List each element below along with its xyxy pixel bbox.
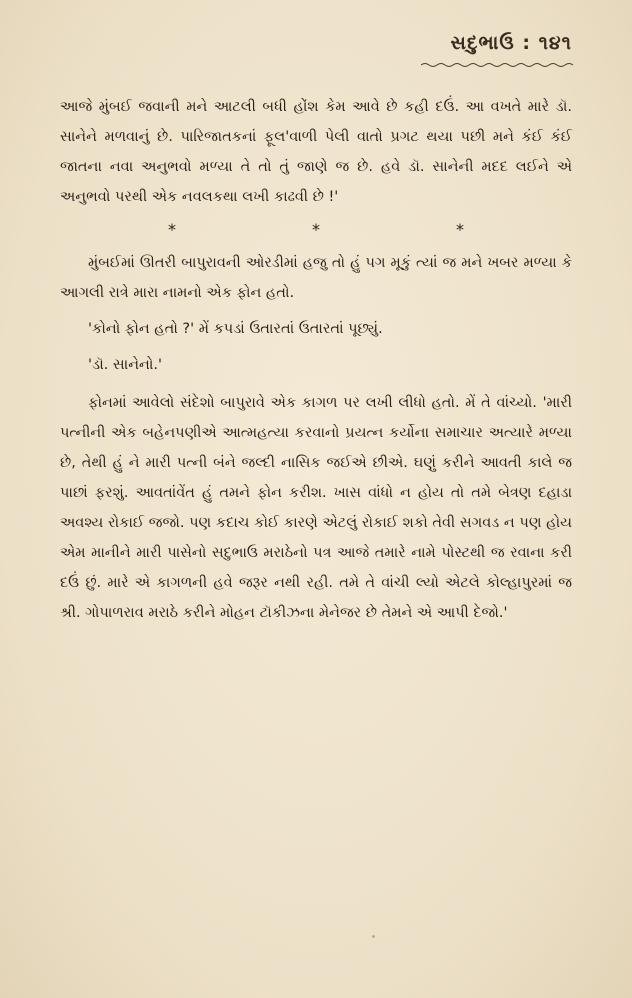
section-break [60, 212, 572, 248]
paragraph-3: ફોનમાં આવેલો સંદેશો બાપુરાવે એક કાગળ પર લખી લીધો હતો. મેં તે વાંચ્યો. 'મારી પત્નીની એક બહેનપણીએ આત્મહત્યા કરવાનો પ્રયત્ન કર્યોના સમાચાર અત્યારે મળ્યા છે, તેથી હું ને મારી પત્ની બંને જલ્દી નાસિક જઈએ છીએ. ઘણું કરીને આવતી કાલે જ પાછાં ફરશું. આવતાંવેંત હું તમને ફોન કરીશ. ખાસ વાંધો ન હોય તો તમે બેત્રણ દહાડા અવશ્ય રોકાઈ જજો. પણ કદાચ કોઈ કારણે એટલું રોકાઈ શકો તેવી સગવડ ન પણ હોય એમ માનીને મારી પાસેનો સદુભાઉ મરાઠેનો પત્ર આજે તમારે નામે પોસ્ટથી જ રવાના કરી દઉં છું. મારે એ કાગળની હવે જરૂર નથી રહી. તમે તે વાંચી લ્યો એટલે કોલ્હાપુરમાં જ શ્રી. ગોપાળરાવ મરાઠે કરીને મોહન ટૉકીઝના મેનેજર છે તેમને એ આપી દેજો.' [60, 395, 572, 621]
dialog-question: 'કોનો ફોન હતો ?' મેં કપડાં ઉતારતાં ઉતારતાં પૂછ્યું. [88, 321, 383, 337]
section-star: * [168, 220, 176, 239]
section-star: * [312, 220, 320, 239]
paragraph-2: મુંબઈમાં ઊતરી બાપુરાવની ઓરડીમાં હજુ તો હું પગ મૂકું ત્યાં જ મને ખબર મળ્યા કે આગલી રાત્રે મારા નામનો એક ફોન હતો. [60, 255, 572, 301]
page-header: સદુભાઉ : ૧૪૧ [450, 32, 572, 54]
section-star: * [456, 220, 464, 239]
dialog-answer: 'ડૉ. સાનેનો.' [88, 357, 163, 373]
header-wavy-rule [421, 62, 576, 68]
paragraph-1: આજે મુંબઈ જવાની મને આટલી બધી હોંશ કેમ આવે છે કહી દઉં. આ વખતે મારે ડૉ. સાનેને મળવાનું છે. પારિજાતકનાં ફૂલ'વાળી પેલી વાતો પ્રગટ થયા પછી મને કંઈ કંઈ જાતના નવા અનુભવો મળ્યા તે તો તું જાણે જ છે. હવે ડૉ. સાનેની મદદ લઈને એ અનુભવો પરથી એક નવલકથા લખી કાઢવી છે !' [60, 99, 572, 205]
paper-speck [372, 935, 375, 938]
body-text [60, 92, 572, 628]
